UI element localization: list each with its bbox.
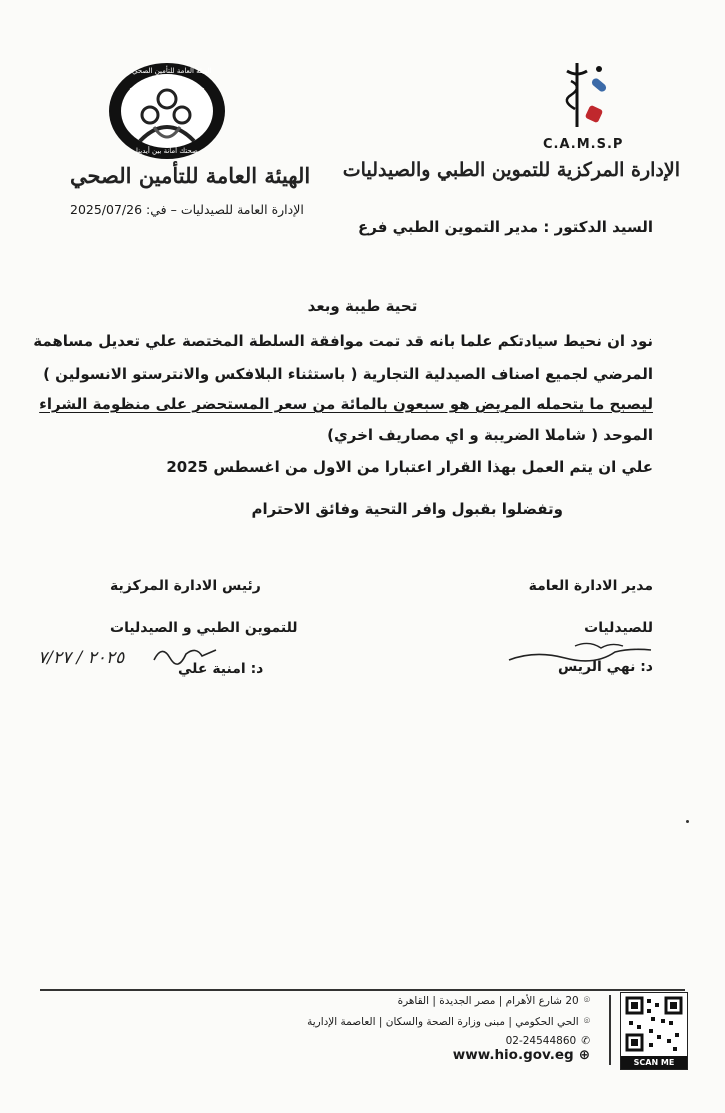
hio-logo xyxy=(70,55,311,205)
globe-icon: ⊕ xyxy=(578,1047,590,1063)
left-signatory-subtitle: للتموين الطبي و الصيدليات xyxy=(110,620,298,636)
body-line-4: الموحد ( شاملا الضريبة و اي مصاريف اخري) xyxy=(327,426,653,444)
left-signatory-title: رئيس الادارة المركزية xyxy=(110,578,261,594)
recipient: السيد الدكتور : مدير التموين الطبي فرع xyxy=(358,218,653,236)
handwritten-date: ٢٠٢٥ / ٧/٢٧ xyxy=(38,648,125,668)
right-signatory-name: د: نهي الريس xyxy=(557,659,653,675)
footer-divider xyxy=(40,989,685,991)
footer-address-2-text: الحي الحكومي | مبنى وزارة الصحة والسكان | العاصمة الإدارية xyxy=(307,1015,579,1028)
left-signatory-name: د: امنية علي xyxy=(178,661,264,677)
effective-date-line: علي ان يتم العمل بهذا القرار اعتبارا من الاول من اغسطس 2025 xyxy=(166,458,653,476)
footer-phone xyxy=(506,1035,590,1047)
footer-website[interactable] xyxy=(453,1047,590,1063)
camsp-logo xyxy=(342,55,680,205)
date-line: الإدارة العامة للصيدليات – في: 2025/07/26 xyxy=(70,202,304,217)
footer-website-text[interactable]: www.hio.gov.eg xyxy=(452,1047,574,1063)
closing-line: وتفضلوا بقبول وافر التحية وفائق الاحترام xyxy=(251,500,563,518)
camsp-org-name: الإدارة المركزية للتموين الطبي والصيدليات xyxy=(342,159,680,181)
footer-phone-text: 02-24544860 xyxy=(505,1035,577,1047)
greeting: تحية طيبة وبعد xyxy=(307,297,418,315)
footer-address-1-text: 20 شارع الأهرام | مصر الجديدة | القاهرة xyxy=(397,994,579,1007)
caduceus-icon xyxy=(537,57,617,137)
logo-ring-top-text: الهيئة العامة للتأمين الصحي xyxy=(132,67,212,75)
logo-ring-bottom-text: صحتك أمانة بين أيدينا xyxy=(136,147,198,155)
body-line-1: نود ان نحيط سيادتكم علما بانه قد تمت موافقة السلطة المختصة علي تعديل مساهمة xyxy=(33,332,653,350)
phone-icon: ✆ xyxy=(581,1035,590,1047)
qr-code-icon xyxy=(621,993,687,1055)
stray-mark xyxy=(686,820,689,823)
right-handwritten-signature xyxy=(505,638,655,674)
hio-org-name: الهيئة العامة للتأمين الصحي xyxy=(70,163,311,188)
location-pin-icon: ⌾ xyxy=(583,1015,590,1027)
body-line-3: ليصبح ما يتحمله المريض هو سبعون بالمائة من سعر المستحضر على منظومة الشراء xyxy=(39,395,653,413)
camsp-acronym: C.A.M.S.P xyxy=(543,137,624,152)
scan-me-label: SCAN ME xyxy=(621,1056,687,1069)
location-pin-icon: ⌾ xyxy=(583,994,590,1006)
body-line-2: المرضي لجميع اصناف الصيدلية التجارية ( باستثناء البلافكس والانترستو الانسولين ) xyxy=(43,365,653,383)
right-signatory-subtitle: للصيدليات xyxy=(584,620,653,636)
qr-divider xyxy=(609,995,611,1065)
left-handwritten-signature xyxy=(150,640,220,668)
right-signatory-title: مدير الادارة العامة xyxy=(528,578,653,594)
footer-address-1 xyxy=(398,994,590,1007)
footer-address-2 xyxy=(307,1015,590,1028)
qr-code[interactable] xyxy=(620,992,688,1070)
